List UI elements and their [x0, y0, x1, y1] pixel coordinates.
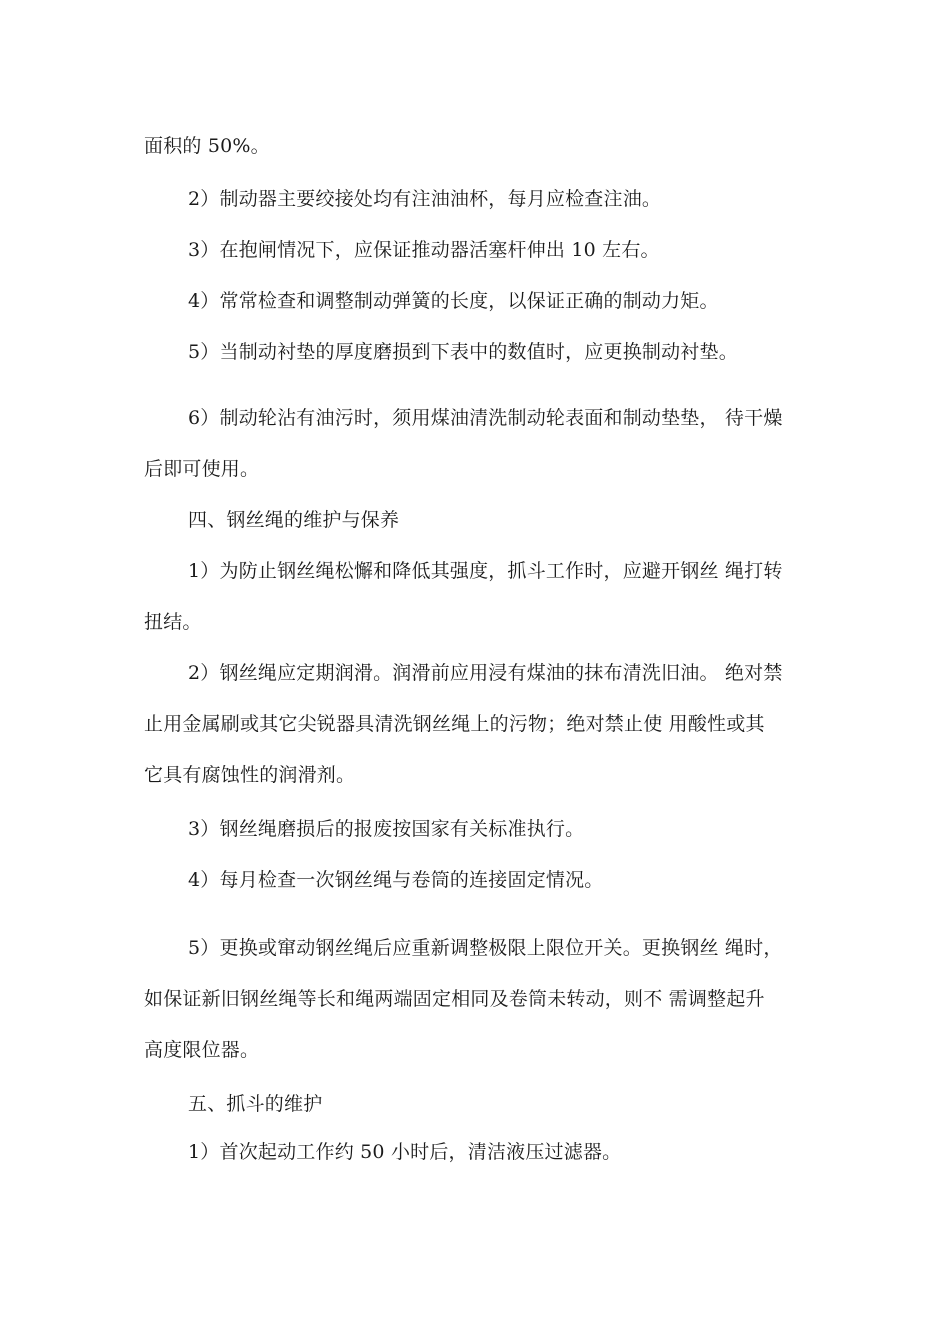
- paragraph-line: 面积的 50%。: [144, 135, 270, 157]
- paragraph-line: 2）钢丝绳应定期润滑。润滑前应用浸有煤油的抹布清洗旧油。 绝对禁: [188, 662, 783, 684]
- paragraph-line: 它具有腐蚀性的润滑剂。: [144, 764, 356, 786]
- paragraph-line: 高度限位器。: [144, 1039, 260, 1061]
- paragraph-line: 如保证新旧钢丝绳等长和绳两端固定相同及卷筒未转动，则不 需调整起升: [144, 988, 765, 1010]
- paragraph-line: 4）每月检查一次钢丝绳与卷筒的连接固定情况。: [188, 869, 604, 891]
- paragraph-line: 3）钢丝绳磨损后的报废按国家有关标准执行。: [188, 818, 585, 840]
- paragraph-line: 4）常常检查和调整制动弹簧的长度，以保证正确的制动力矩。: [188, 290, 719, 312]
- paragraph-line: 1）为防止钢丝绳松懈和降低其强度，抓斗工作时，应避开钢丝 绳打转: [188, 560, 783, 582]
- paragraph-line: 6）制动轮沾有油污时，须用煤油清洗制动轮表面和制动垫垫， 待干燥: [188, 407, 783, 429]
- paragraph-line: 5）更换或窜动钢丝绳后应重新调整极限上限位开关。更换钢丝 绳时，: [188, 937, 783, 959]
- paragraph-line: 1）首次起动工作约 50 小时后，清洁液压过滤器。: [188, 1141, 622, 1163]
- paragraph-line: 2）制动器主要绞接处均有注油油杯，每月应检查注油。: [188, 188, 662, 210]
- paragraph-line: 5）当制动衬垫的厚度磨损到下表中的数值时，应更换制动衬垫。: [188, 341, 738, 363]
- paragraph-line: 止用金属刷或其它尖锐器具清洗钢丝绳上的污物；绝对禁止使 用酸性或其: [144, 713, 765, 735]
- paragraph-line: 3）在抱闸情况下，应保证推动器活塞杆伸出 10 左右。: [188, 239, 660, 261]
- section-heading: 四、钢丝绳的维护与保养: [188, 509, 400, 531]
- paragraph-line: 扭结。: [144, 611, 202, 633]
- section-heading: 五、抓斗的维护: [188, 1093, 323, 1115]
- paragraph-line: 后即可使用。: [144, 458, 260, 480]
